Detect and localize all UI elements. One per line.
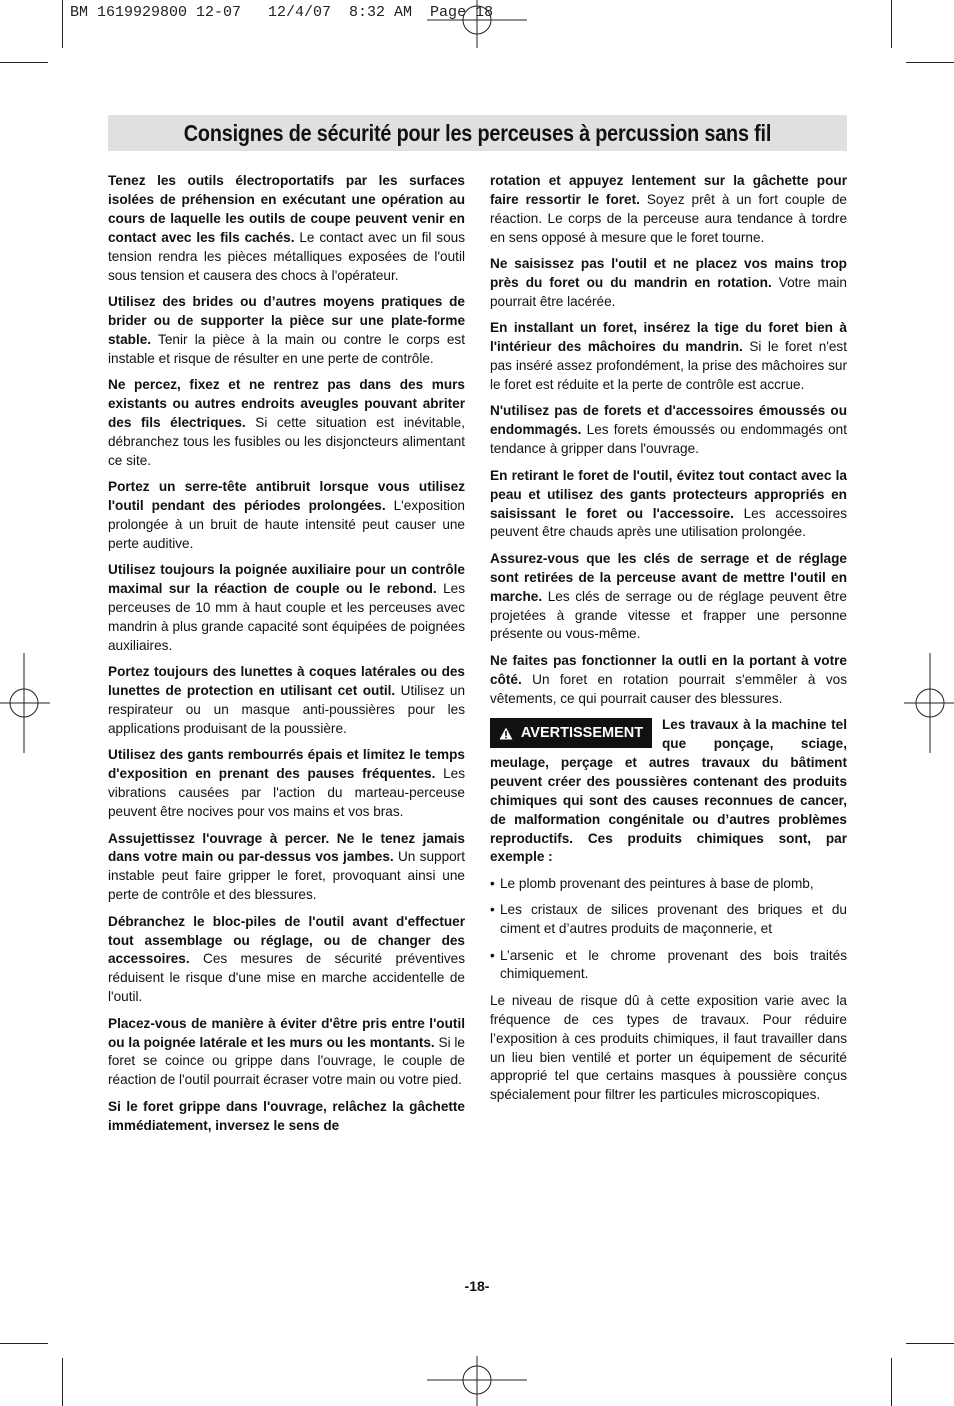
title-bar: [108, 115, 847, 151]
print-slug: BM 1619929800 12-07 12/4/07 8:32 AM Page 18: [70, 4, 494, 21]
safety-lead: rotation et appuyez lentement sur la gâchette pour faire ressortir le foret.: [490, 173, 847, 207]
page-title: Consignes de sécurité pour les perceuses à percussion sans fil: [183, 119, 772, 146]
warning-triangle-icon: [499, 727, 513, 740]
safety-paragraph: [108, 293, 465, 369]
list-item: • Le plomb provenant des peintures à base de plomb,: [490, 875, 847, 894]
registration-mark-bottom-icon: [427, 1356, 527, 1406]
safety-paragraph: [490, 255, 847, 312]
safety-body: L'exposition prolongée à un bruit de haute intensité peut causer une perte auditive.: [108, 498, 465, 551]
closing-paragraph: Le niveau de risque dû à cette exposition varie avec la fréquence de ces types de travaux. Pour réduire l’exposition à ces produits chimiques, il faut travailler dans un lieu bien ventilé et porter un équipement de sécurité approprié tel que certains masques à poussière conçus spécialement pour filtrer les particules microscopiques.: [490, 992, 847, 1103]
safety-paragraph: [108, 1015, 465, 1091]
safety-body: Soyez prêt à un fort couple de réaction. Le corps de la perceuse aura tendance à tordre en sens opposé à mesure que le foret tourne.: [490, 191, 847, 245]
safety-paragraph: [108, 561, 465, 656]
safety-lead: En retirant le foret de l'outil, évitez tout contact avec la peau et utilisez des gants protecteurs appropriés en saisissant le foret ou l'accessoire.: [490, 467, 847, 521]
safety-body: Un foret en rotation pourrait s'emmêler à vos vêtements, ce qui pourrait causer des blessures.: [490, 671, 847, 706]
safety-body: Ces mesures de sécurité préventives réduisent le risque d'une mise en marche accidentelle de l'outil.: [108, 951, 465, 1005]
safety-body: Utilisez un respirateur ou un masque anti-poussières pour les applications produisant de la poussière.: [108, 683, 466, 736]
crop-mark-top-left-v: [62, 0, 63, 48]
safety-paragraph: [490, 172, 847, 248]
safety-lead: Utilisez des brides ou d’autres moyens pratiques de brider ou de supporter la pièce sur une plate-forme stable.: [108, 293, 465, 347]
safety-lead: Ne percez, fixez et ne rentrez pas dans des murs existants ou autres endroits aveugles pouvant abriter des fils électriques.: [108, 377, 465, 430]
safety-body: Si le foret se coince ou grippe dans l'ouvrage, le couple de réaction de l'outil pourrait écraser votre main ou votre pied.: [108, 1034, 465, 1088]
warning-label: AVERTISSEMENT: [520, 724, 644, 741]
safety-paragraph: [490, 319, 847, 395]
safety-paragraph: [108, 172, 465, 285]
safety-body: Si le foret n'est pas inséré assez profondément, la prise des mâchoires sur le foret est réduite et la perte de contrôle est accrue.: [490, 339, 847, 393]
registration-mark-left-icon: [0, 653, 50, 753]
safety-lead: Utilisez toujours la poignée auxiliaire pour un contrôle maximal sur la réaction de couple ou le rebond.: [108, 562, 465, 597]
safety-lead: Tenez les outils électroportatifs par les surfaces isolées de préhension en exécutant une opération au cours de laquelle les outils de coupe peuvent venir en contact avec les fils cachés.: [108, 173, 465, 245]
safety-body: Le contact avec un fil sous tension rendra les pièces métalliques exposées de l'outil sous tension et causera des chocs à l'opérateur.: [108, 229, 466, 283]
safety-paragraph: [490, 550, 847, 645]
safety-paragraph: [108, 376, 465, 471]
crop-mark-top-right-v: [891, 0, 892, 48]
safety-paragraph: [108, 830, 465, 906]
safety-paragraph: [490, 467, 847, 543]
safety-lead: Débranchez le bloc-piles de l'outil avant d'effectuer tout assemblage ou réglage, ou de changer des accessoires.: [108, 913, 465, 967]
crop-mark-bottom-right-v: [891, 1358, 892, 1406]
safety-lead: En installant un foret, insérez la tige du foret bien à l'intérieur des mâchoires du mandrin.: [490, 320, 847, 355]
safety-paragraph: [108, 478, 465, 554]
safety-body: Les forets émoussés ou endommagés ont tendance à gripper dans l'ouvrage.: [490, 422, 847, 457]
list-item: • L’arsenic et le chrome provenant des bois traités chimiquement.: [490, 947, 847, 985]
safety-lead: Utilisez des gants rembourrés épais et limitez le temps d'exposition en prenant des pauses fréquentes.: [108, 747, 465, 782]
safety-lead: Portez toujours des lunettes à coques latérales ou des lunettes de protection en utilisant cet outil.: [108, 664, 465, 699]
crop-mark-top-right-h: [906, 62, 954, 63]
safety-lead: Assurez-vous que les clés de serrage et de réglage sont retirées de la perceuse avant de mettre l'outil en marche.: [490, 550, 847, 604]
safety-body: Votre main pourrait être lacérée.: [490, 275, 847, 309]
right-column: [490, 172, 847, 1113]
warning-text: Les travaux à la machine tel que ponçage, sciage, meulage, perçage et autres travaux du bâtiment peuvent créer des poussières contenant des produits chimiques qui sont des causes reconnues de cancer, de malformation congénitale ou d’autres problèmes reproductifs. Ces produits chimiques sont, par exemple :: [490, 717, 847, 865]
safety-body: Un support instable peut faire gripper le foret, provoquant ainsi une perte de contrôle et des blessures.: [108, 849, 465, 903]
safety-body: Les perceuses de 10 mm à haut couple et les perceuses avec mandrin à plus grande capacité sont équipées de poignées auxiliaires.: [108, 581, 465, 653]
registration-mark-right-icon: [904, 653, 954, 753]
safety-body: Tenir la pièce à la main ou contre le corps est instable et risque de résulter en une perte de contrôle.: [108, 331, 465, 366]
safety-body: Les accessoires peuvent être chauds après une utilisation prolongée.: [490, 505, 847, 540]
safety-lead: Ne faites pas fonctionner la outli en la portant à votre côté.: [490, 652, 847, 687]
safety-paragraph: [490, 402, 847, 459]
safety-lead: Ne saisissez pas l'outil et ne placez vos mains trop près du foret ou du mandrin en rotation.: [490, 256, 847, 291]
safety-lead: Placez-vous de manière à éviter d'être pris entre l'outil ou la poignée latérale et les murs ou les montants.: [108, 1015, 465, 1050]
safety-lead: Assujettissez l'ouvrage à percer. Ne le tenez jamais dans votre main ou par-dessus vos jambes.: [108, 830, 465, 865]
chemical-list: [490, 875, 847, 985]
page-number: -18-: [464, 1278, 490, 1294]
safety-body: Les vibrations causées par l'action du marteau-perceuse peuvent être nocives pour vos mains et vos bras.: [108, 766, 465, 820]
left-column: [108, 172, 465, 1143]
crop-mark-bottom-left-v: [62, 1358, 63, 1406]
safety-body: Si cette situation est inévitable, débranchez tous les fusibles ou les disjoncteurs alimentant ce site.: [108, 414, 465, 468]
registration-mark-top-icon: [427, 0, 527, 48]
safety-lead: Si le foret grippe dans l'ouvrage, relâchez la gâchette immédiatement, inversez le sens de: [108, 1098, 465, 1133]
crop-mark-bottom-left-h: [0, 1343, 48, 1344]
safety-paragraph: [108, 746, 465, 822]
list-item: • Les cristaux de silices provenant des briques et du ciment et d’autres produits de maçonnerie, et: [490, 901, 847, 939]
safety-paragraph: [108, 1098, 465, 1136]
safety-paragraph: [490, 652, 847, 709]
warning-block: [490, 716, 847, 867]
crop-mark-bottom-right-h: [906, 1343, 954, 1344]
safety-paragraph: [108, 663, 465, 739]
safety-body: Les clés de serrage ou de réglage peuvent être projetées à grande vitesse et frapper une personne présente ou vous-même.: [490, 588, 847, 642]
crop-mark-top-left-h: [0, 62, 48, 63]
safety-lead: Portez un serre-tête antibruit lorsque vous utilisez l'outil pendant des périodes prolongées.: [108, 479, 465, 513]
safety-paragraph: [108, 913, 465, 1008]
safety-lead: N'utilisez pas de forets et d'accessoires émoussés ou endommagés.: [490, 403, 847, 438]
warning-badge: [490, 718, 652, 748]
